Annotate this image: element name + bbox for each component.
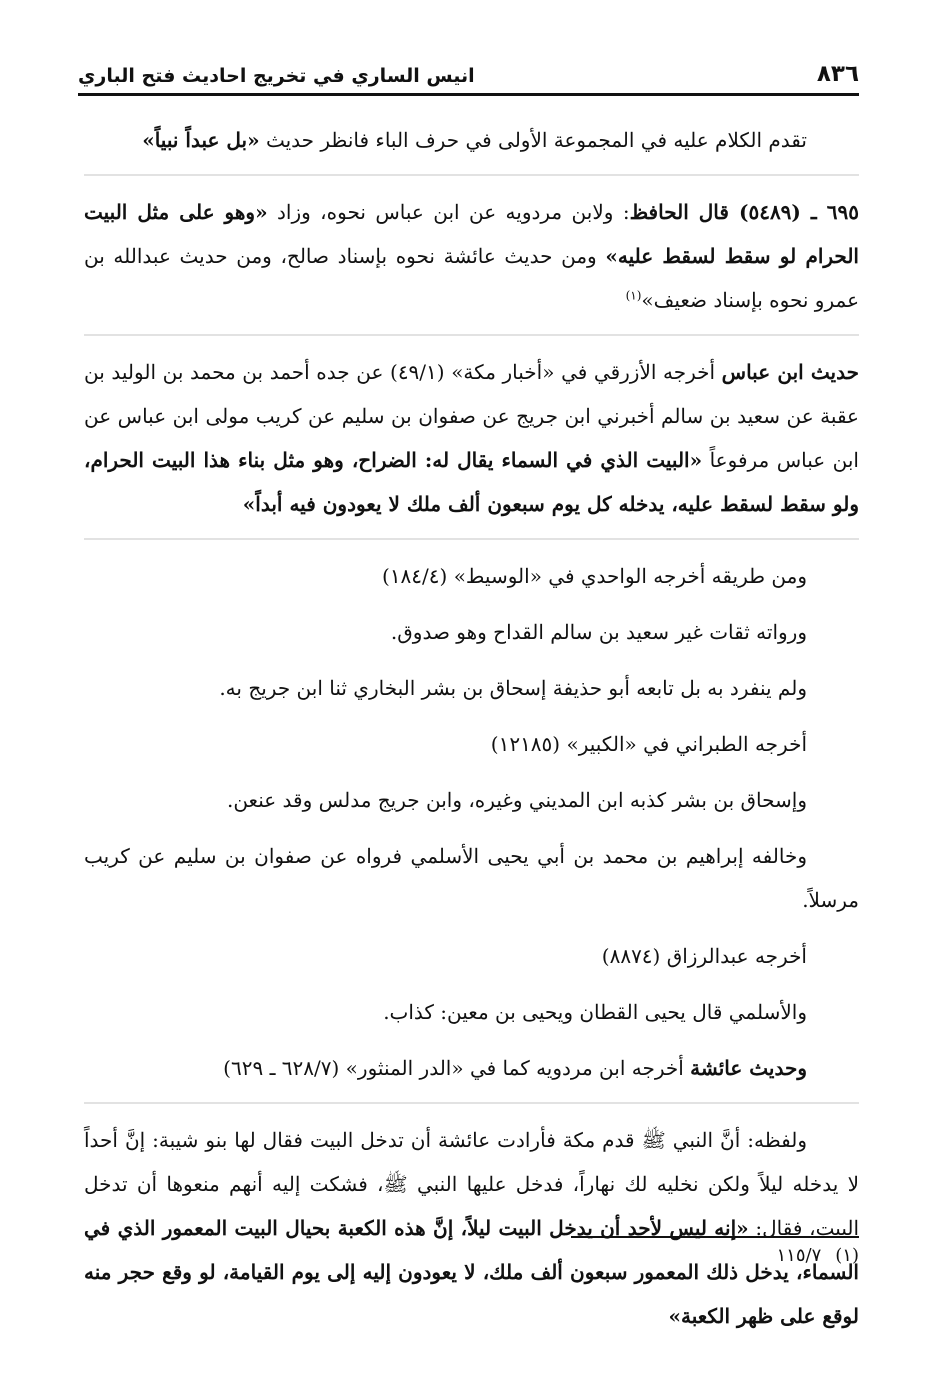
aisha-text: أخرجه ابن مردويه كما في «الدر المنثور» (٦٢٨/٧ ـ ٦٢٩) (223, 1056, 691, 1080)
footnote-reference: (١) (625, 288, 642, 303)
wording-paragraph (84, 1118, 859, 1338)
text-line: وإسحاق بن بشر كذبه ابن المديني وغيره، وابن جريج مدلس وقد عنعن. (226, 788, 807, 812)
aisha-paragraph (84, 1046, 859, 1090)
ibn-abbas-quote: «البيت الذي في السماء يقال له: الضراح، وهو مثل بناء هذا البيت الحرام، ولو سقط لسقط عليه، يدخله كل يوم سبعون ألف ملك لا يعودون فيه أبداً» (84, 448, 859, 516)
paragraph-separator (84, 538, 859, 540)
text-line: وخالفه إبراهيم بن محمد بن أبي يحيى الأسلمي فرواه عن صفوان بن سليم عن كريب مرسلاً. (84, 844, 859, 912)
footnote-text: ١١٥/٧ (776, 1245, 822, 1266)
paragraph-separator (84, 174, 859, 176)
intro-quote: «بل عبداً نبياً» (142, 128, 260, 152)
entry-quote: «وهو على مثل البيت الحرام لو سقط لسقط عليه» (84, 200, 859, 268)
page-body (84, 118, 859, 1350)
wording-quote: «إنه ليس لأحد أن يدخل البيت ليلاً، إنَّ هذه الكعبة بحيال البيت المعمور الذي في السماء، يدخل ذلك المعمور سبعون ألف ملك، لا يعودون إليه إلى يوم القيامة، لو وقع حجر منه لوقع على ظهر الكعبة» (84, 1216, 859, 1328)
running-title: انيس الساري في تخريج احاديث فتح الباري (78, 65, 475, 87)
entry-text-1: : ولابن مردويه عن ابن عباس نحوه، وزاد (267, 200, 630, 224)
aisha-heading: وحديث عائشة (690, 1056, 807, 1080)
ibn-abbas-text: أخرجه الأزرقي في «أخبار مكة» (٤٩/١) عن جده أحمد بن محمد بن الوليد بن عقبة عن سعيد بن سالم أخبرني ابن جريج عن صفوان بن سليم عن كريب مولى ابن عباس عن ابن عباس مرفوعاً (84, 360, 859, 472)
text-line: أخرجه عبدالرزاق (٨٨٧٤) (601, 944, 807, 968)
intro-text: تقدم الكلام عليه في المجموعة الأولى في حرف الباء فانظر حديث (259, 128, 807, 152)
footnote-marker: (١) (835, 1245, 859, 1266)
paragraph-separator (84, 334, 859, 336)
ibn-abbas-paragraph (84, 350, 859, 526)
entry-paragraph (84, 190, 859, 322)
footnote (763, 1245, 859, 1266)
text-line: ومن طريقه أخرجه الواحدي في «الوسيط» (١٨٤/٤) (382, 564, 807, 588)
entry-number: ٦٩٥ ـ (٥٤٨٩) قال الحافظ (629, 200, 860, 224)
wording-text: ولفظه: أنَّ النبي ﷺ قدم مكة فأرادت عائشة أن تدخل البيت فقال لها بنو شيبة: إنَّ أحداً لا يدخله ليلاً ولكن نخليه لك نهاراً، فدخل عليها النبي ﷺ، فشكت إليه أنهم منعوها أن تدخل البيت، فقال: (84, 1128, 859, 1240)
page-header (78, 56, 859, 96)
text-line: والأسلمي قال يحيى القطان ويحيى بن معين: كذاب. (383, 1000, 807, 1024)
entry-text-2: ومن حديث عائشة نحوه بإسناد صالح، ومن حديث عبدالله بن عمرو نحوه بإسناد ضعيف» (84, 244, 859, 312)
text-line: ورواته ثقات غير سعيد بن سالم القداح وهو صدوق. (390, 620, 807, 644)
text-line: أخرجه الطبراني في «الكبير» (١٢١٨٥) (490, 732, 807, 756)
footnote-divider (571, 1236, 859, 1238)
text-line: ولم ينفرد به بل تابعه أبو حذيفة إسحاق بن بشر البخاري ثنا ابن جريج به. (219, 676, 807, 700)
paragraph-separator (84, 1102, 859, 1104)
ibn-abbas-heading: حديث ابن عباس (721, 360, 859, 384)
intro-paragraph (84, 118, 859, 162)
page-number: ٨٣٦ (816, 61, 859, 87)
